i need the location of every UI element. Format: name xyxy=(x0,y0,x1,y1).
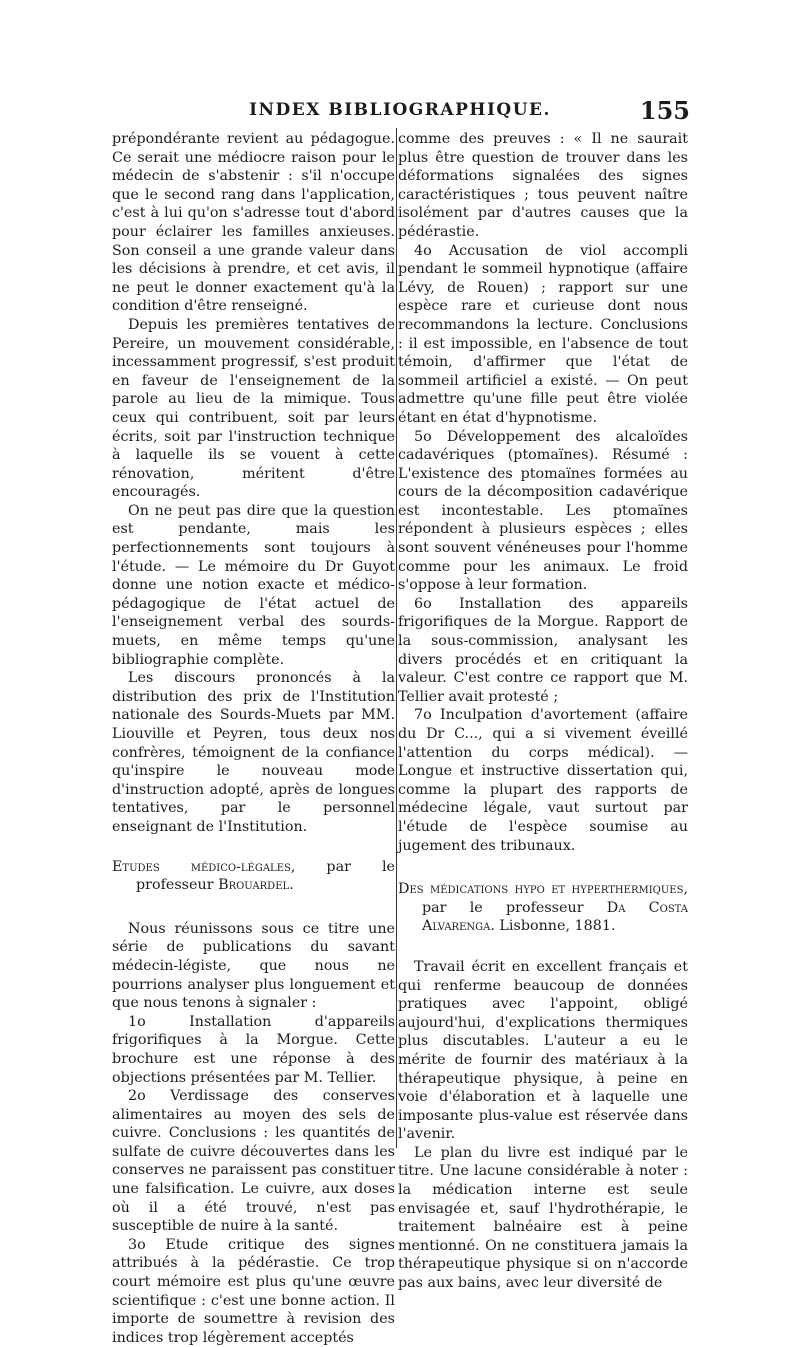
running-title: INDEX BIBLIOGRAPHIQUE. xyxy=(249,100,551,120)
right-paragraph-3: 5o Développement des alcaloïdes cadavériques (ptomaïnes). Résumé : L'existence des ptomaïnes formées au cours de la décomposition cadavérique est incontestable. Les ptomaïnes répondent à plusieurs espèces ; elles sont souvent vénéneuses pour l'homme comme pour les animaux. Le froid s'oppose à leur formation. xyxy=(398,428,688,594)
heading-end: . Lisbonne, 1881. xyxy=(490,918,616,935)
heading-author: Brouardel xyxy=(218,877,290,894)
left-paragraph-3: On ne peut pas dire que la question est pendante, mais les perfectionnements sont toujours à l'étude. — Le mémoire du Dr Guyot donne une notion exacte et médico-pédagogique de l'état actuel de l'enseignement verbal des sourds-muets, en même temps qu'une bibliographie complète. xyxy=(112,502,395,668)
left-paragraph-8: 3o Etude critique des signes attribués à la pédérastie. Ce trop court mémoire est plus qu'une œuvre scientifique : c'est une bonne action. Il importe de soumettre à revision des indices trop légèrement acceptés xyxy=(112,1236,395,1346)
heading-title: Des médications hypo et hyperthermiques xyxy=(398,881,684,898)
heading-by: , par le professeur xyxy=(422,881,688,916)
heading-by: , par le professeur xyxy=(136,858,395,894)
column-divider xyxy=(396,128,397,1148)
left-paragraph-5: Nous réunissons sous ce titre une série de publications du savant médecin-légiste, que nous ne pourrions analyser plus longuement et que nous tenons à signaler : xyxy=(112,920,395,1012)
right-paragraph-6: Travail écrit en excellent français et qui renferme beaucoup de données pratiques avec l'appoint, obligé aujourd'hui, d'explications thermiques plus discutables. L'auteur a eu le mérite de fournir des matériaux à la thérapeutique physique, à peine en voie d'élaboration et à laquelle une imposante plus-value est réservée dans l'avenir. xyxy=(398,958,688,1143)
left-paragraph-6: 1o Installation d'appareils frigorifiques à la Morgue. Cette brochure est une réponse à des objections présentées par M. Tellier. xyxy=(112,1013,395,1086)
left-paragraph-7: 2o Verdissage des conserves alimentaires au moyen des sels de cuivre. Conclusions : les quantités de sulfate de cuivre découvertes dans les conserves ne paraissent pas constituer une falsification. Le cuivre, aux doses où il a été trouvé, n'est pas susceptible de nuire à la santé. xyxy=(112,1088,395,1235)
right-paragraph-7: Le plan du livre est indiqué par le titre. Une lacune considérable à noter : la médication interne est seule envisagée et, sauf l'hydrothérapie, le traitement balnéaire est à peine mentionné. On ne constituera jamais la thérapeutique physique si on n'accorde pas aux bains, avec leur diversité de xyxy=(398,1144,688,1292)
running-header xyxy=(110,96,690,126)
section-heading-medications xyxy=(398,880,688,936)
heading-end: . xyxy=(289,877,294,894)
left-paragraph-4: Les discours prononcés à la distribution des prix de l'Institution nationale des Sourds-Muets par MM. Liouville et Peyren, tous deux nos confrères, témoignent de la confiance qu'inspire le nouveau mode d'instruction adopté, après de longues tentatives, par le personnel enseignant de l'Institution. xyxy=(112,670,395,835)
right-paragraph-4: 6o Installation des appareils frigorifiques de la Morgue. Rapport de la sous-commission, analysant les divers procédés et en critiquant la valeur. C'est contre ce rapport que M. Tellier avait protesté ; xyxy=(398,595,688,705)
heading-title: Etudes médico-légales xyxy=(112,858,291,875)
left-column xyxy=(112,130,395,1347)
page-number: 155 xyxy=(639,96,690,125)
right-paragraph-2: 4o Accusation de viol accompli pendant le sommeil hypnotique (affaire Lévy, de Rouen) ; rapport sur une espèce rare et curieuse dont nous recommandons la lecture. Conclusions : il est impossible, en l'absence de tout témoin, d'affirmer que l'état de sommeil artificiel a existé. — On peut admettre qu'une fille peut être violée étant en état d'hypnotisme. xyxy=(398,242,688,426)
left-paragraph-2: Depuis les premières tentatives de Pereire, un mouvement considérable, incessamment progressif, s'est produit en faveur de l'enseignement de la parole au lieu de la mimique. Tous ceux qui contribuent, soit par leurs écrits, soit par l'instruction technique à laquelle ils se vouent à cette rénovation, méritent d'être encouragés. xyxy=(112,316,395,501)
heading-author: Da Costa Alvarenga xyxy=(422,899,689,935)
right-paragraph-5: 7o Inculpation d'avortement (affaire du Dr C..., qui a si vivement éveillé l'attention du corps médical). — Longue et instructive dissertation qui, comme la plupart des rapports de médecine légale, vaut surtout par l'étude de l'espèce soumise au jugement des tribunaux. xyxy=(398,707,688,854)
left-paragraph-1: prépondérante revient au pédagogue. Ce serait une médiocre raison pour le médecin de s'abstenir : s'il n'occupe que le second rang dans l'application, c'est à lui qu'on s'adresse tout d'abord pour éclairer les familles anxieuses. Son conseil a une grande valeur dans les décisions à prendre, et cet avis, il ne peut le donner exactement qu'à la condition d'être renseigné. xyxy=(112,131,395,315)
right-paragraph-1: comme des preuves : « Il ne saurait plus être question de trouver dans les déformations signalées des signes caractéristiques ; tous peuvent naître isolément par d'autres causes que la pédérastie. xyxy=(398,131,688,240)
section-heading-etudes xyxy=(112,858,395,895)
right-column xyxy=(398,130,688,1293)
